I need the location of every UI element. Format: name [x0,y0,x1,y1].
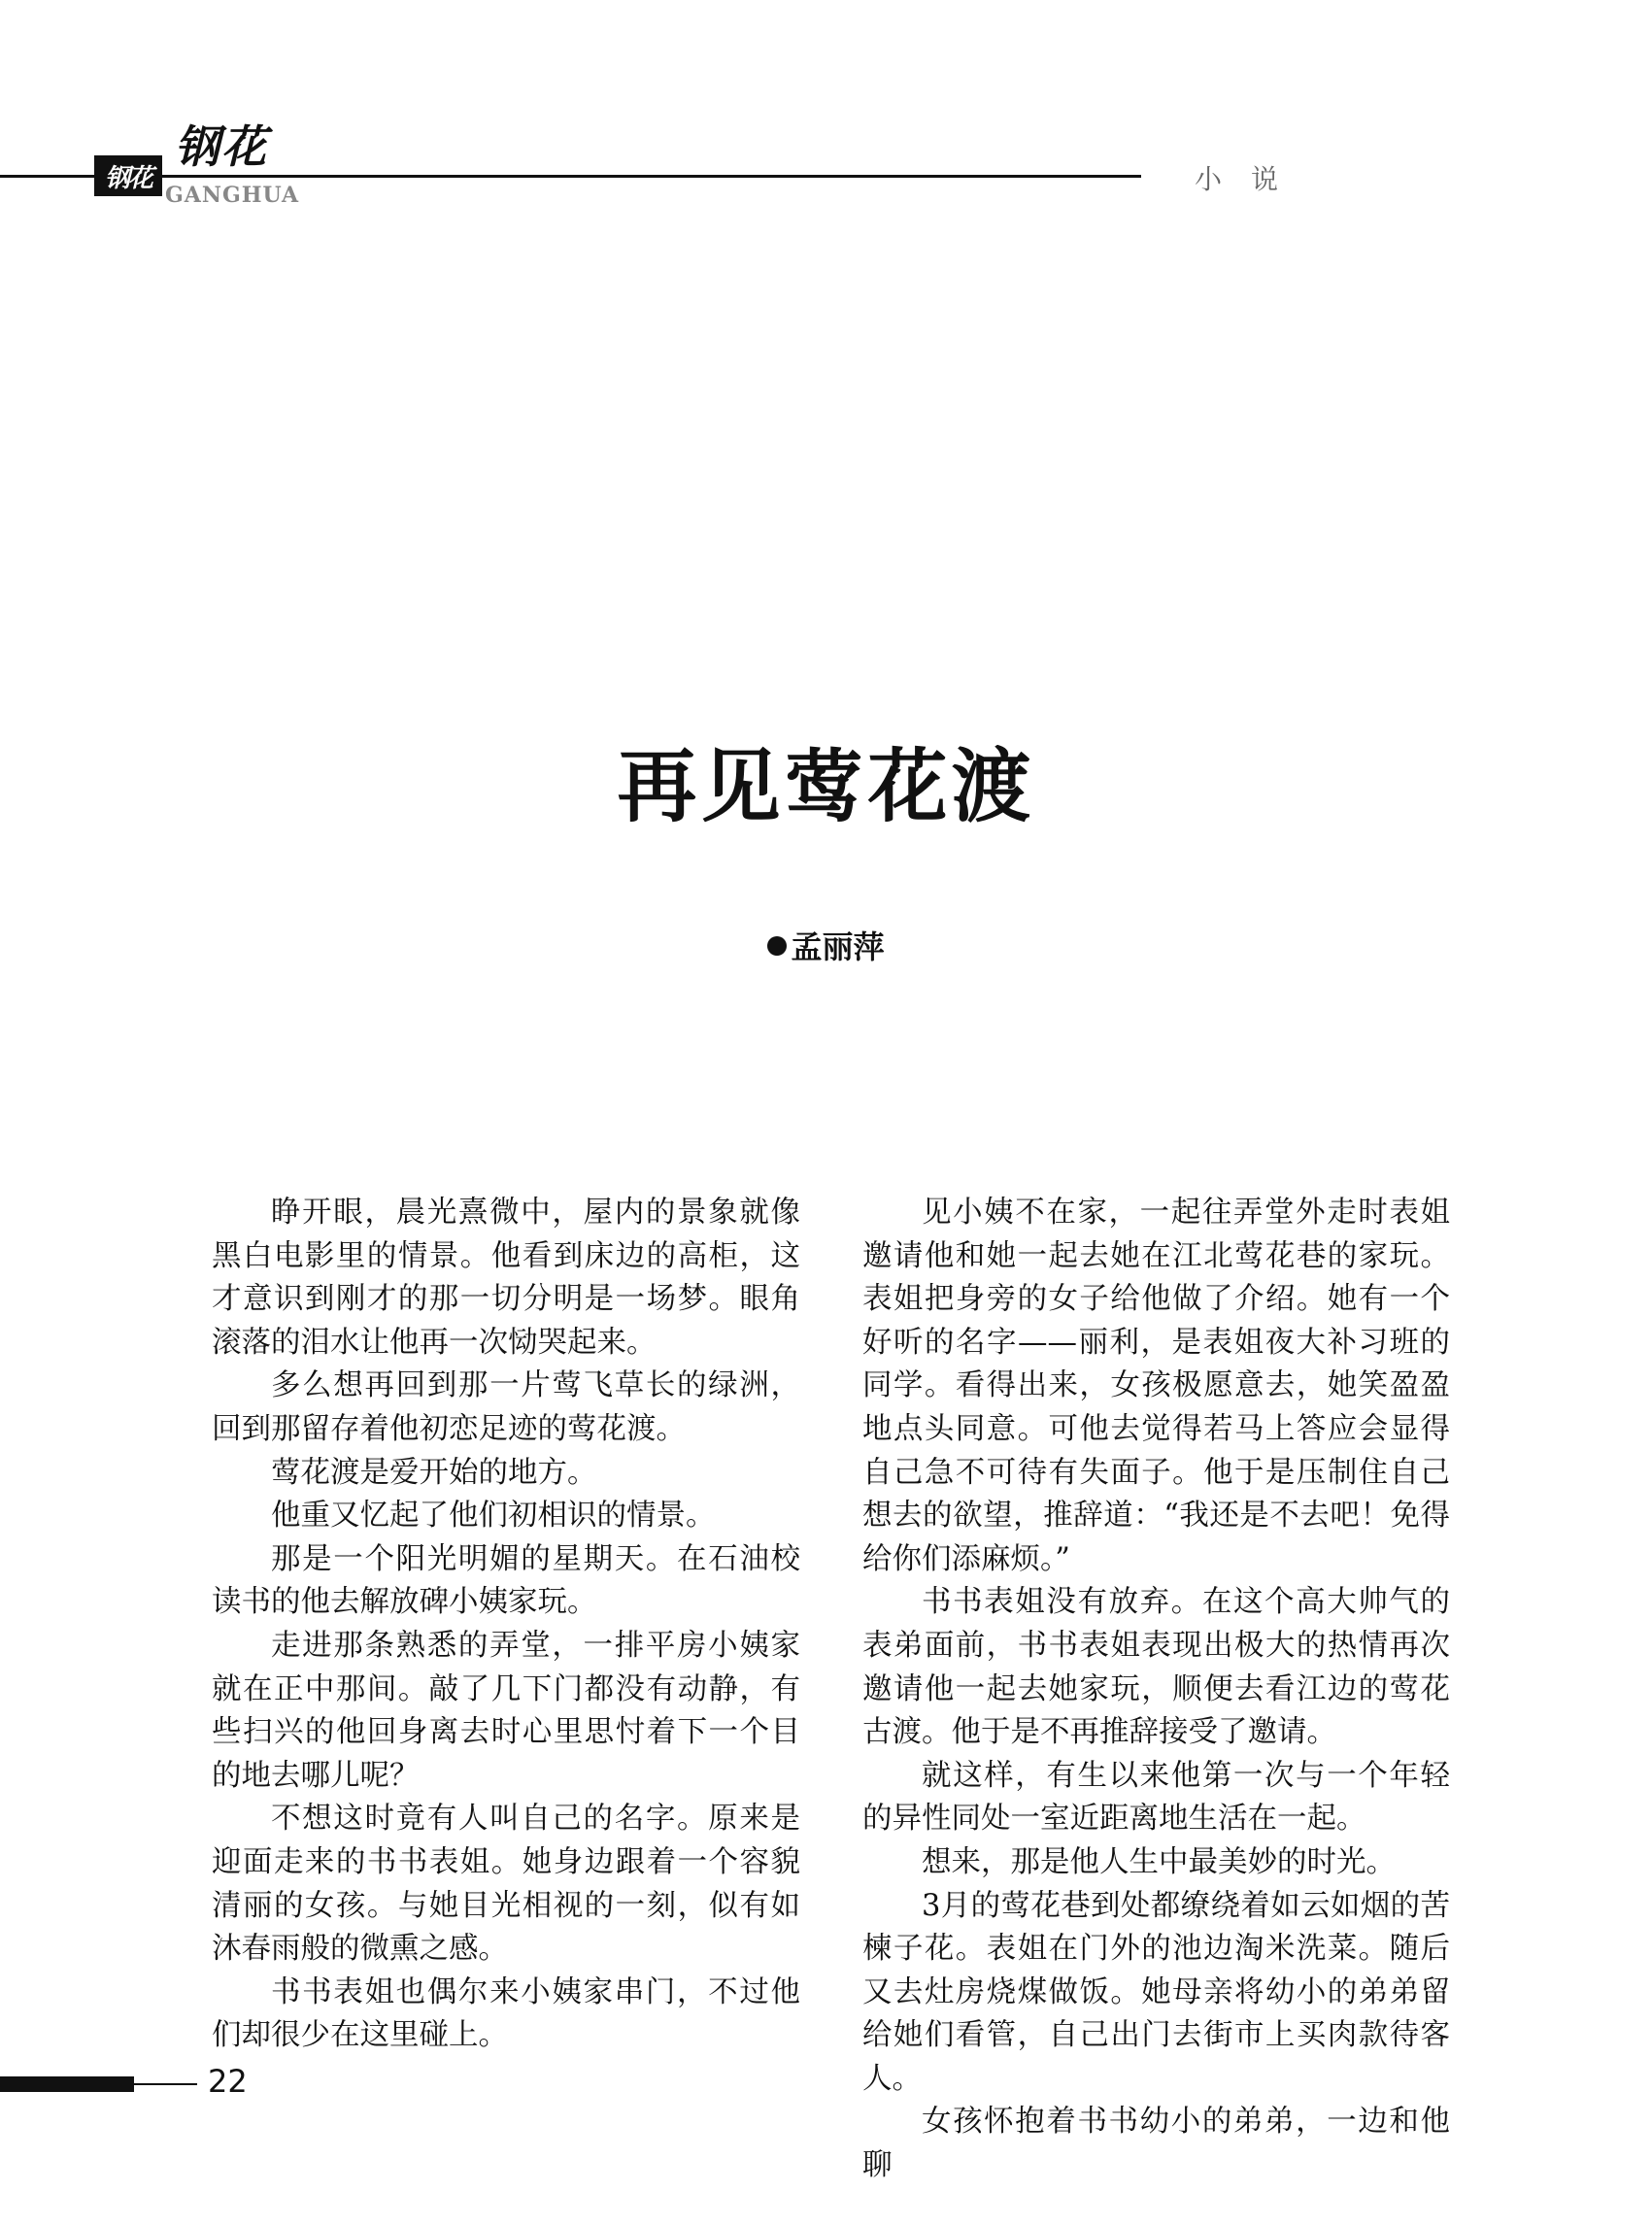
paragraph: 走进那条熟悉的弄堂，一排平房小姨家就在正中那间。敲了几下门都没有动静，有些扫兴的他回身离去时心里思忖着下一个目的地去哪儿呢？ [212,1628,800,1793]
author-name: 孟丽萍 [791,928,885,965]
paragraph: 就这样，有生以来他第一次与一个年轻的异性同处一室近距离地生活在一起。 [862,1758,1450,1837]
paragraph: 多么想再回到那一片莺飞草长的绿洲，回到那留存着他初恋足迹的莺花渡。 [212,1368,800,1446]
paragraph: 书书表姐没有放弃。在这个高大帅气的表弟面前，书书表姐表现出极大的热情再次邀请他一起去她家玩，顺便去看江边的莺花古渡。他于是不再推辞接受了邀请。 [862,1585,1450,1750]
paragraph: 书书表姐也偶尔来小姨家串门，不过他们却很少在这里碰上。 [212,1974,800,2053]
footer-rule [134,2083,197,2085]
paragraph: 他重又忆起了他们初相识的情景。 [271,1499,716,1534]
footer-bar [0,2076,134,2092]
paragraph: 那是一个阳光明媚的星期天。在石油校读书的他去解放碑小姨家玩。 [212,1541,800,1620]
paragraph: 见小姨不在家，一起往弄堂外走时表姐邀请他和她一起去她在江北莺花巷的家玩。表姐把身旁的女子给他做了介绍。她有一个好听的名字——丽利，是表姐夜大补习班的同学。看得出来，女孩极愿意去，她笑盈盈地点头同意。可他去觉得若马上答应会显得自己急不可待有失面子。他于是压制住自己想去的欲望，推辞道：“我还是不去吧！免得给你们添麻烦。” [862,1196,1450,1576]
magazine-logo [94,155,162,196]
header-rule [0,175,1141,178]
section-label: 小说 [1195,163,1308,195]
paragraph: 睁开眼，晨光熹微中，屋内的景象就像黑白电影里的情景。他看到床边的高柜，这才意识到刚才的那一切分明是一场梦。眼角滚落的泪水让他再一次恸哭起来。 [212,1196,800,1360]
article-title: 再见莺花渡 [617,740,1035,833]
paragraph: 不想这时竟有人叫自己的名字。原来是迎面走来的书书表姐。她身边跟着一个容貌清丽的女孩。与她目光相视的一刻，似有如沐春雨般的微熏之感。 [212,1802,800,1967]
paragraph: 女孩怀抱着书书幼小的弟弟，一边和他聊 [862,2105,1450,2183]
paragraph: 3月的莺花巷到处都缭绕着如云如烟的苦楝子花。表姐在门外的池边淘米洗菜。随后又去灶房烧煤做饭。她母亲将幼小的弟弟留给她们看管，自己出门去街市上买肉款待客人。 [862,1888,1450,2096]
right-column [862,1192,1450,2188]
author-byline [0,923,1652,967]
left-column [212,1192,800,2058]
magazine-name: 钢花 [175,120,268,173]
magazine-name-en: GANGHUA [165,183,300,208]
paragraph: 莺花渡是爱开始的地方。 [271,1455,597,1490]
page-number: 22 [208,2063,248,2100]
paragraph: 想来，那是他人生中最美妙的时光。 [922,1844,1396,1879]
logo-text: 钢花 [104,163,152,193]
bullet-icon [767,936,787,956]
